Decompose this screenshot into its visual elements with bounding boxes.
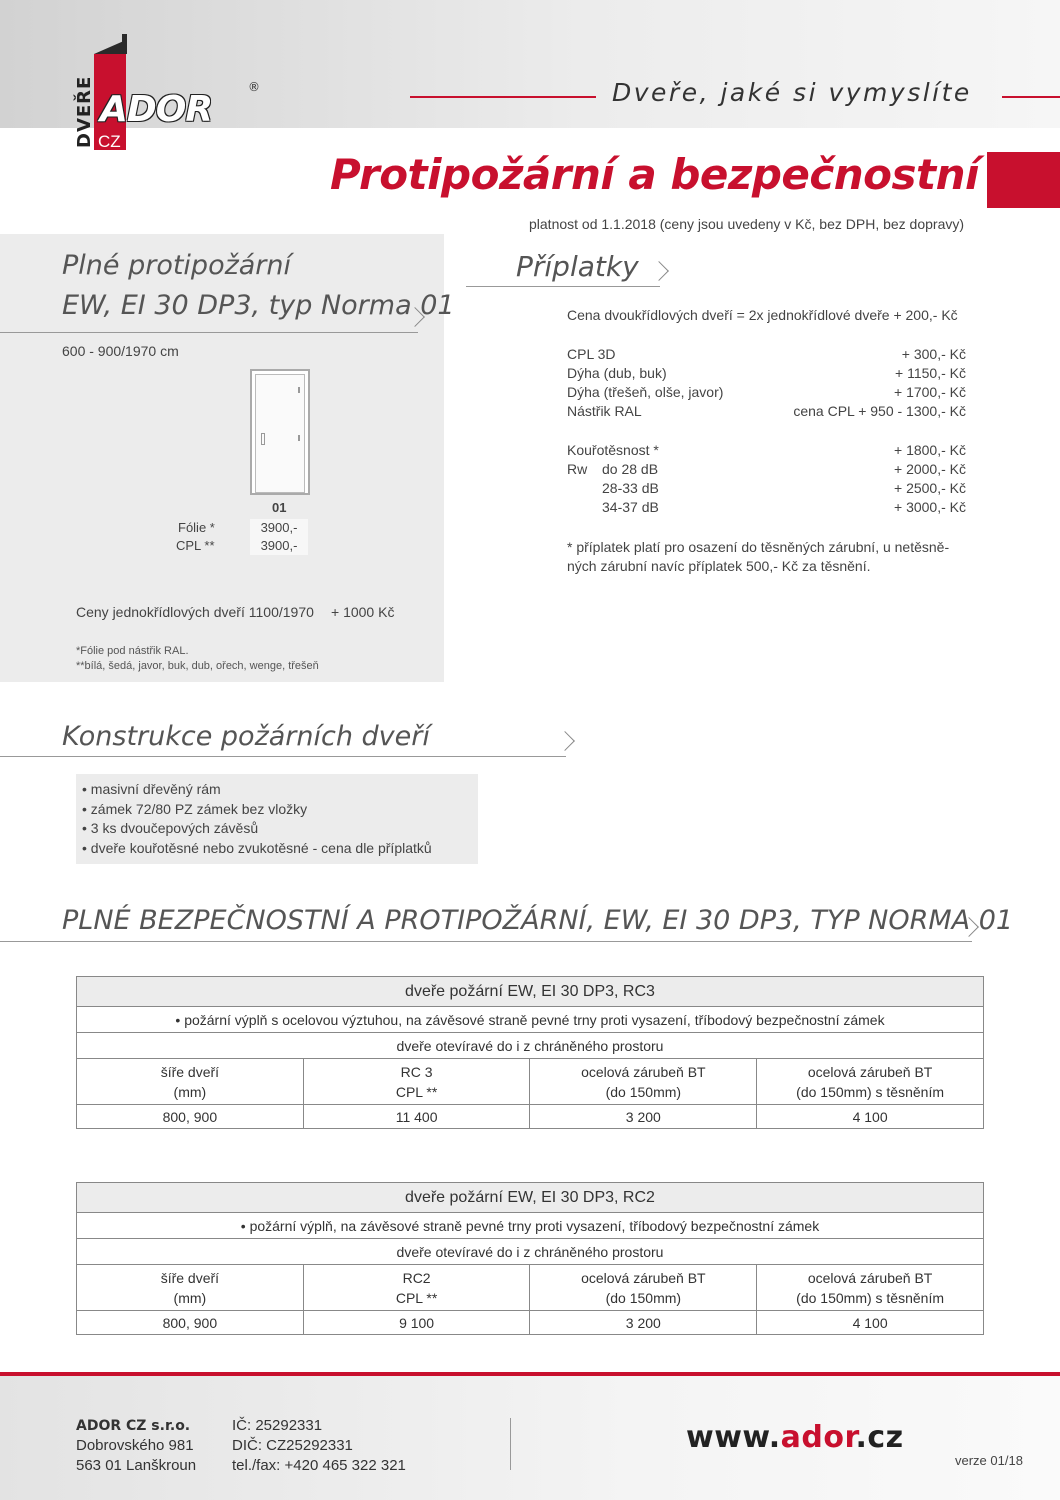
validity-note: platnost od 1.1.2018 (ceny jsou uvedeny v Kč, bez DPH, bez dopravy) [529,216,965,232]
column-header-line: (do 150mm) s těsněním [796,1083,945,1100]
column-header-line: (do 150mm) s těsněním [796,1289,945,1306]
security-heading: PLNÉ BEZPEČNOSTNÍ A PROTIPOŽÁRNÍ, EW, EI 30 DP3, TYP NORMA 01 [62,905,1014,936]
company-logo[interactable] [72,34,272,159]
wide-door-price-value: + 1000 Kč [331,604,395,620]
surcharge-row [567,346,966,365]
company-city: 563 01 Lanškroun [76,1457,197,1474]
surcharge-row [567,480,966,499]
list-item: • 3 ks dvoučepových závěsů [82,820,259,836]
table-description: • požární výplň s ocelovou výztuhou, na závěsové straně pevné trny proti vysazení, tříbodový bezpečnostní zámek [77,1007,984,1033]
construction-heading-rule [0,756,566,757]
surcharge-row [567,403,966,422]
surcharges-heading: Příplatky [516,250,639,283]
list-item: • dveře kouřotěsné nebo zvukotěsné - cena dle příplatků [82,839,432,856]
wide-door-price-label: Ceny jednokřídlových dveří 1100/1970 [76,604,314,620]
website-link[interactable] [686,1420,904,1455]
page-title: Protipožární a bezpečnostní [330,150,979,199]
table-row [77,1311,984,1335]
surcharge-value: cena CPL + 950 - 1300,- Kč [793,403,966,419]
surcharge-note-line1: * příplatek platí pro osazení do těsněných zárubní, u netěsně- [567,539,950,555]
price-table-rc3 [76,976,984,1129]
price-label-cpl: CPL ** [176,538,215,553]
surcharge-row [567,365,966,384]
price-table-rc2 [76,1182,984,1335]
column-header [303,1059,530,1105]
column-header-line: šíře dveří [160,1063,220,1080]
column-header-line: ocelová zárubeň BT [581,1269,706,1286]
company-phone[interactable]: tel./fax: +420 465 322 321 [232,1457,406,1474]
surcharge-value: + 1700,- Kč [894,384,966,400]
column-header-line: ocelová zárubeň BT [807,1063,933,1080]
column-header-line: šíře dveří [160,1269,220,1286]
table-row [77,1105,984,1129]
surcharge-label: CPL 3D [567,346,616,362]
title-accent-tab [987,152,1060,208]
surcharge-row [567,442,966,461]
tagline-rule-right [1002,96,1060,98]
column-header [757,1059,984,1105]
door-model-label: 01 [272,500,287,515]
surcharge-value: + 1150,- Kč [895,365,966,381]
fire-door-heading-line2: EW, EI 30 DP3, typ Norma 01 [62,290,455,321]
website-suffix: .cz [855,1420,904,1455]
surcharge-row [567,384,966,403]
company-dic: DIČ: CZ25292331 [232,1437,353,1454]
price-label-foil: Fólie * [178,520,215,535]
footnote-cpl: **bílá, šedá, javor, buk, dub, ořech, wenge, třešeň [76,660,319,672]
document-version: verze 01/18 [955,1453,1023,1468]
column-header-line: (mm) [173,1289,207,1306]
surcharge-label: Kouřotěsnost * [567,442,659,458]
column-header-line: RC 3 [400,1063,433,1080]
column-header-line: RC2 [402,1269,431,1286]
list-item: • zámek 72/80 PZ zámek bez vložky [82,800,308,817]
footnote-foil: *Fólie pod nástřik RAL. [76,645,189,657]
table-cell: 3 200 [530,1311,757,1335]
registered-mark: ® [248,80,260,94]
door-hinge-icon [298,387,300,393]
table-cell: 11 400 [303,1105,530,1129]
column-header-line: ocelová zárubeň BT [807,1269,933,1286]
column-header-line: CPL ** [395,1289,438,1306]
table-cell: 4 100 [757,1311,984,1335]
chevron-right-icon [555,731,575,751]
door-size: 600 - 900/1970 cm [62,343,179,359]
website-brand: ador [780,1420,856,1455]
surcharge-sublabel: 34-37 dB [602,499,659,515]
price-value-foil: 3900,- [250,519,308,537]
chevron-right-icon [649,261,669,281]
surcharge-value: + 1800,- Kč [894,442,966,458]
surcharges-heading-rule [466,286,660,287]
double-door-note: Cena dvoukřídlových dveří = 2x jednokřídlové dveře + 200,- Kč [567,307,958,323]
door-illustration [250,369,310,495]
column-header-line: (do 150mm) [605,1083,682,1100]
tagline-rule-left [410,96,596,98]
table-title: dveře požární EW, EI 30 DP3, RC3 [77,977,984,1007]
tagline: Dveře, jaké si vymyslíte [612,78,972,107]
price-value-cpl: 3900,- [250,537,308,555]
fire-door-heading-line1: Plné protipožární [62,250,292,281]
logo-country-text: CZ [98,132,121,151]
surcharge-note-line2: ných zárubní navíc příplatek 500,- Kč za těsnění. [567,558,871,574]
column-header-line: (mm) [173,1083,207,1100]
logo-brand-text: ADOR [100,89,213,130]
surcharge-label: Rw [567,461,588,477]
table-description: • požární výplň, na závěsové straně pevné trny proti vysazení, tříbodový bezpečnostní zámek [77,1213,984,1239]
surcharge-label: Nástřik RAL [567,403,642,419]
column-header [77,1059,304,1105]
surcharge-row [567,461,966,480]
surcharge-value: + 3000,- Kč [894,499,966,515]
table-cell: 800, 900 [77,1105,304,1129]
surcharge-value: + 2500,- Kč [894,480,966,496]
surcharge-row [567,499,966,518]
column-header-line: CPL ** [395,1083,438,1100]
security-heading-rule [0,941,972,942]
surcharge-value: + 2000,- Kč [894,461,966,477]
company-ico: IČ: 25292331 [232,1417,323,1434]
surcharge-sublabel: 28-33 dB [602,480,659,496]
column-header [530,1265,757,1311]
logo-vertical-text: DVEŘE [74,75,95,148]
surcharge-label: Dýha (třešeň, olše, javor) [567,384,724,400]
column-header-line: (do 150mm) [605,1289,682,1306]
table-opening: dveře otevíravé do i z chráněného prostoru [77,1033,984,1059]
column-header [530,1059,757,1105]
column-header [757,1265,984,1311]
construction-heading: Konstrukce požárních dveří [62,721,430,752]
surcharge-label: Dýha (dub, buk) [567,365,667,381]
column-header [77,1265,304,1311]
company-name: ADOR CZ s.r.o. [76,1418,191,1434]
door-leaf [255,374,305,493]
door-hinge-icon [298,435,300,441]
fire-door-heading-rule [0,332,418,333]
table-cell: 9 100 [303,1311,530,1335]
footer-divider [510,1418,511,1470]
construction-list [76,774,478,864]
surcharge-sublabel: do 28 dB [602,461,659,477]
surcharge-value: + 300,- Kč [901,346,966,362]
table-cell: 4 100 [757,1105,984,1129]
door-handle-icon [261,433,265,445]
table-cell: 3 200 [530,1105,757,1129]
logo-flag [94,40,126,54]
list-item: • masivní dřevěný rám [82,781,221,797]
table-cell: 800, 900 [77,1311,304,1335]
table-opening: dveře otevíravé do i z chráněného prostoru [77,1239,984,1265]
company-street: Dobrovského 981 [76,1437,194,1454]
column-header-line: ocelová zárubeň BT [581,1063,706,1080]
column-header [303,1265,530,1311]
website-prefix: www. [686,1420,781,1455]
table-title: dveře požární EW, EI 30 DP3, RC2 [77,1183,984,1213]
